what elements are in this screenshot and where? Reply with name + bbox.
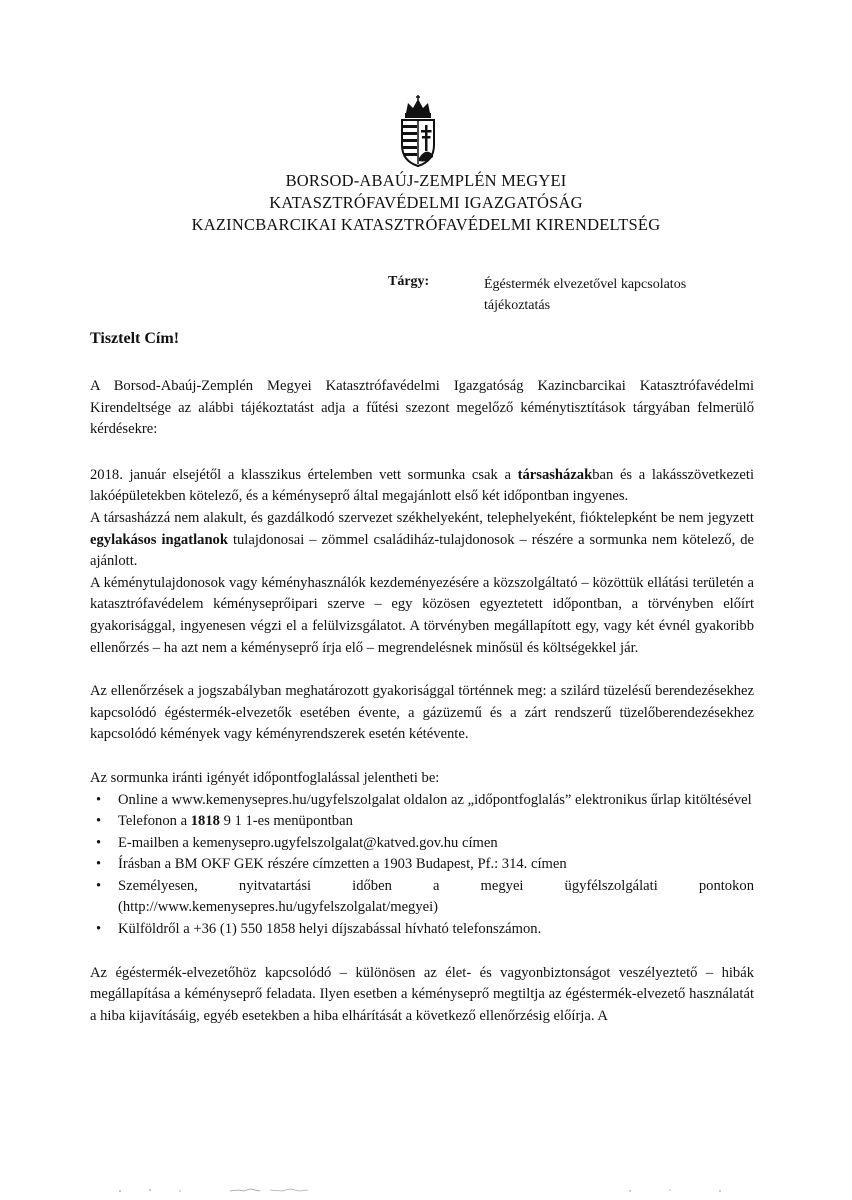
intro-paragraph: A Borsod-Abaúj-Zemplén Megyei Katasztrófavédelmi Igazgatóság Kazincbarcikai Katasztrófavédelmi Kirendeltsége az alábbi tájékoztatást adja a fűtési szezont megelőző kéménytisztítások tárgyában felmerülő kérdésekre: bbox=[90, 378, 754, 438]
list-item: • E-mailben a kemenysepro.ugyfelszolgalat@katved.gov.hu címen bbox=[90, 833, 754, 855]
authority-header bbox=[0, 170, 852, 236]
bullet-icon: • bbox=[96, 856, 102, 873]
paragraph-defects: Az égéstermék-elvezetőhöz kapcsolódó – különösen az élet- és vagyonbiztonságot veszélyeztető – hibák megállapítása a kéményseprő feladata. Ilyen esetben a kéményseprő megtiltja az égéstermék-elvezető használatát a hiba kijavításáig, egyéb esetekben a hiba elhárítását a következő ellenőrzésig előírja. A bbox=[90, 964, 754, 1024]
condominiums-emphasis: társasházak bbox=[517, 466, 593, 483]
header-line-directorate: KATASZTRÓFAVÉDELMI IGAZGATÓSÁG bbox=[269, 193, 583, 212]
bullet-icon: • bbox=[96, 877, 102, 894]
paragraph-single-dwelling: A társasházzá nem alakult, és gazdálkodó szervezet székhelyeként, telephelyeként, fióktelepként be nem jegyzett egylakásos ingatlanok tulajdonosai – zömmel családiház-tulajdonosok – részére a sormunka nem kötelező, de ajánlott. bbox=[90, 509, 754, 570]
salutation: Tisztelt Cím! bbox=[90, 330, 180, 347]
header-line-county: BORSOD-ABAÚJ-ZEMPLÉN MEGYEI bbox=[285, 171, 567, 190]
bullet-icon: • bbox=[96, 813, 102, 830]
hungarian-coat-of-arms-icon bbox=[396, 95, 440, 167]
letter-body bbox=[90, 376, 754, 1027]
bullet-icon: • bbox=[96, 791, 102, 808]
booking-options-list bbox=[90, 790, 754, 941]
bullet-icon: • bbox=[96, 834, 102, 851]
scan-noise-decoration bbox=[110, 1185, 750, 1195]
subject-text: Égéstermék elvezetővel kapcsolatos tájékoztatás bbox=[484, 277, 687, 313]
list-item: • Személyesen, nyitvatartási időben a megyei ügyfélszolgálati pontokon (http://www.kemenysepres.hu/ugyfelszolgalat/megyei) bbox=[96, 877, 754, 916]
bullet-icon: • bbox=[96, 921, 102, 938]
list-item: • Telefonon a 1818 9 1 1-es menüpontban bbox=[90, 811, 754, 833]
single-dwelling-emphasis: egylakásos ingatlanok bbox=[90, 531, 228, 548]
header-line-office: KAZINCBARCIKAI KATASZTRÓFAVÉDELMI KIRENDELTSÉG bbox=[191, 215, 661, 234]
list-item: • Írásban a BM OKF GEK részére címzetten a 1903 Budapest, Pf.: 314. címen bbox=[90, 854, 754, 876]
paragraph-frequency: Az ellenőrzések a jogszabályban meghatározott gyakorisággal történnek meg: a szilárd tüzelésű berendezésekhez kapcsolódó égéstermék-elvezetők esetében évente, a gázüzemű és a zárt rendszerű tüzelőberendezésekhez kapcsolódó kémények vagy kéményrendszerek esetén kétévente. bbox=[90, 683, 754, 743]
paragraph-inspection: A kéménytulajdonosok vagy kéményhasználók kezdeményezésére a közszolgáltató – közöttük ellátási területén a katasztrófavédelem kéményseprőipari szerve – egy közösen egyeztetett időpontban, a törvényben előírt gyakorisággal, ingyenesen végzi el a felülvizsgálatot. A törvényben megállapított egy, vagy két évnél gyakoribb ellenőrzés – ha azt nem a kéményseprő írja elő – megrendelésnek minősül és költségekkel jár. bbox=[90, 574, 754, 656]
subject-label: Tárgy: bbox=[388, 274, 430, 289]
list-item: • Külföldről a +36 (1) 550 1858 helyi díjszabással hívható telefonszámon. bbox=[90, 919, 754, 941]
paragraph-booking-intro: Az sormunka iránti igényét időpontfoglalással jelentheti be: bbox=[90, 769, 440, 786]
list-item: • Online a www.kemenysepres.hu/ugyfelszolgalat oldalon az „időpontfoglalás” elektronikus űrlap kitöltésével bbox=[90, 790, 754, 812]
paragraph-condominiums: 2018. január elsejétől a klasszikus értelemben vett sormunka csak a társasházakban és a lakásszövetkezeti lakóépületekben kötelező, és a kéményseprő által megajánlott első két időpontban ingyenes. bbox=[90, 466, 754, 505]
